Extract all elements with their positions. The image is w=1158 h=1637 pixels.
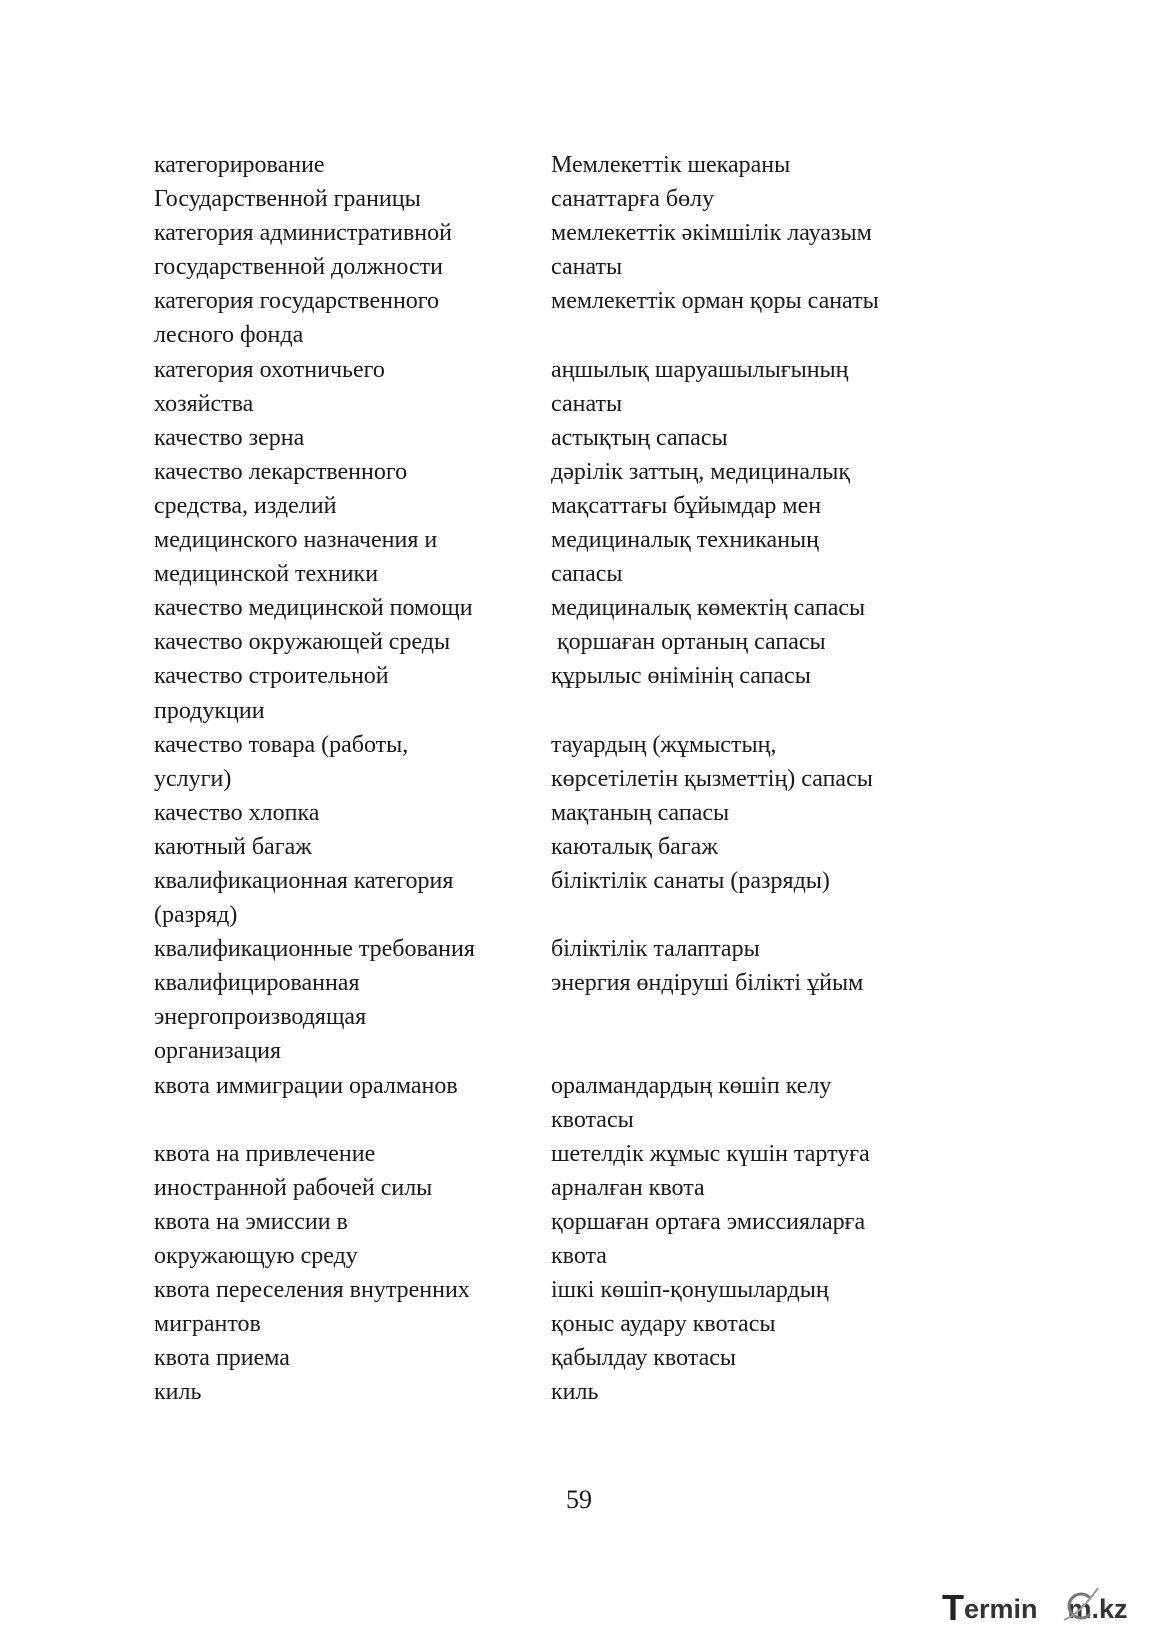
russian-term: окружающую среду [154,1243,358,1269]
glossary-line [154,796,954,830]
kazakh-term: ішкі көшіп-қонушылардың [551,1277,829,1304]
glossary-line [154,728,954,762]
glossary-line [154,250,954,284]
glossary-line [154,591,954,625]
russian-term: категория государственного [154,288,440,315]
russian-term: категорирование [154,152,325,178]
russian-term: медицинской техники [154,561,379,588]
kazakh-term [551,1034,954,1068]
kazakh-term: оралмандардың көшіп келу [551,1072,832,1099]
russian-term: (разряд) [154,902,238,929]
kazakh-term: мақтаның сапасы [551,799,730,826]
kazakh-term: санаттарға бөлу [551,186,715,213]
kazakh-term: қабылдау квотасы [551,1345,736,1372]
kazakh-term: құрылыс өнімінің сапасы [551,663,811,690]
glossary-line [154,216,954,250]
russian-term: качество медицинской помощи [154,595,473,622]
glossary-line [154,1205,954,1239]
kazakh-term: қоныс аудару квотасы [551,1311,776,1338]
russian-term: квота иммиграции оралманов [154,1072,458,1099]
kazakh-term: аңшылық шаруашылығының [551,356,849,383]
kazakh-term: көрсетілетін қызметтің) сапасы [551,765,873,792]
glossary-line [154,1000,954,1034]
glossary-line [154,659,954,693]
kazakh-term: сапасы [551,561,623,588]
kazakh-term: қоршаған ортаға эмиссияларға [551,1208,866,1235]
russian-term [154,1103,551,1137]
glossary-line [154,1103,954,1137]
russian-term: организация [154,1038,282,1065]
kazakh-term: энергия өндіруші білікті ұйым [551,970,864,997]
kazakh-term: мемлекеттік орман қоры санаты [551,288,879,315]
kazakh-term: санаты [551,254,623,281]
kazakh-term: тауардың (жұмыстың, [551,731,777,758]
russian-term: квалификационная категория [154,867,454,894]
glossary-line [154,1069,954,1103]
logo-text-part1: ermin [964,1594,1038,1624]
glossary-line [154,421,954,455]
kazakh-term: медициналық техниканың [551,527,820,554]
glossary-line [154,557,954,591]
russian-term: иностранной рабочей силы [154,1174,433,1201]
russian-term: квота приема [154,1345,290,1372]
russian-term: качество хлопка [154,799,320,826]
russian-term: услуги) [154,765,232,792]
glossary-line [154,1171,954,1205]
kazakh-term: шетелдік жұмыс күшін тартуға [551,1140,870,1167]
glossary-line [154,1273,954,1307]
kazakh-term: біліктілік талаптары [551,936,760,963]
russian-term: средства, изделий [154,492,337,519]
russian-term: киль [154,1379,202,1406]
russian-term: качество лекарственного [154,458,408,485]
glossary-line [154,489,954,523]
russian-term: мигрантов [154,1311,261,1338]
kazakh-term: медициналық көмектің сапасы [551,595,866,622]
kazakh-term [551,318,954,352]
glossary-line [154,148,954,182]
glossary-line [154,1307,954,1341]
kazakh-term: киль [551,1379,599,1406]
kazakh-term: дәрілік заттың, медициналық [551,458,851,485]
russian-term: качество товара (работы, [154,731,409,758]
logo-text-part2: m.kz [1067,1594,1128,1624]
russian-term: качество зерна [154,424,305,451]
glossary-line [154,694,954,728]
kazakh-term: мемлекеттік әкімшілік лауазым [551,220,872,247]
glossary-line [154,1034,954,1068]
russian-term: энергопроизводящая [154,1004,367,1031]
russian-term: хозяйства [154,390,254,417]
glossary-line [154,455,954,489]
glossary-line [154,318,954,352]
kazakh-term: санаты [551,390,623,417]
russian-term: квота на привлечение [154,1140,376,1167]
glossary-entries [154,148,954,1409]
glossary-line [154,1137,954,1171]
logo-initial: T [942,1587,964,1628]
glossary-line [154,182,954,216]
russian-term: качество строительной [154,663,389,690]
russian-term: квота на эмиссии в [154,1208,348,1235]
glossary-line [154,625,954,659]
russian-term: категория административной [154,220,452,247]
glossary-line [154,284,954,318]
c-swoosh-logo-icon [1060,1584,1100,1628]
russian-term: Государственной границы [154,186,421,213]
kazakh-term: Мемлекеттік шекараны [551,152,791,178]
page-number: 59 [566,1485,592,1514]
glossary-line [154,387,954,421]
glossary-line [154,762,954,796]
glossary-line [154,523,954,557]
kazakh-term: арналған квота [551,1174,705,1201]
kazakh-term: каюталық багаж [551,833,718,860]
kazakh-term: біліктілік санаты (разряды) [551,867,830,894]
kazakh-term: квотасы [551,1106,634,1133]
kazakh-term: қоршаған ортаның сапасы [551,629,826,656]
kazakh-term: мақсаттағы бұйымдар мен [551,492,822,519]
glossary-line [154,1239,954,1273]
glossary-line [154,898,954,932]
kazakh-term: астықтың сапасы [551,424,728,451]
kazakh-term [551,1000,954,1034]
glossary-line [154,932,954,966]
russian-term: продукции [154,697,265,724]
kazakh-term [551,898,954,932]
russian-term: категория охотничьего [154,356,385,383]
russian-term: каютный багаж [154,833,312,860]
russian-term: квалификационные требования [154,936,475,963]
glossary-line [154,966,954,1000]
kazakh-term: квота [551,1243,607,1269]
glossary-line [154,1375,954,1409]
russian-term: квалифицированная [154,970,360,997]
glossary-line [154,1341,954,1375]
russian-term: квота переселения внутренних [154,1277,470,1304]
glossary-line [154,353,954,387]
glossary-line [154,830,954,864]
terminkom-logo[interactable] [942,1586,1142,1626]
russian-term: лесного фонда [154,322,304,349]
russian-term: качество окружающей среды [154,629,451,656]
glossary-line [154,864,954,898]
russian-term: государственной должности [154,254,443,281]
russian-term: медицинского назначения и [154,527,438,554]
kazakh-term [551,694,954,728]
